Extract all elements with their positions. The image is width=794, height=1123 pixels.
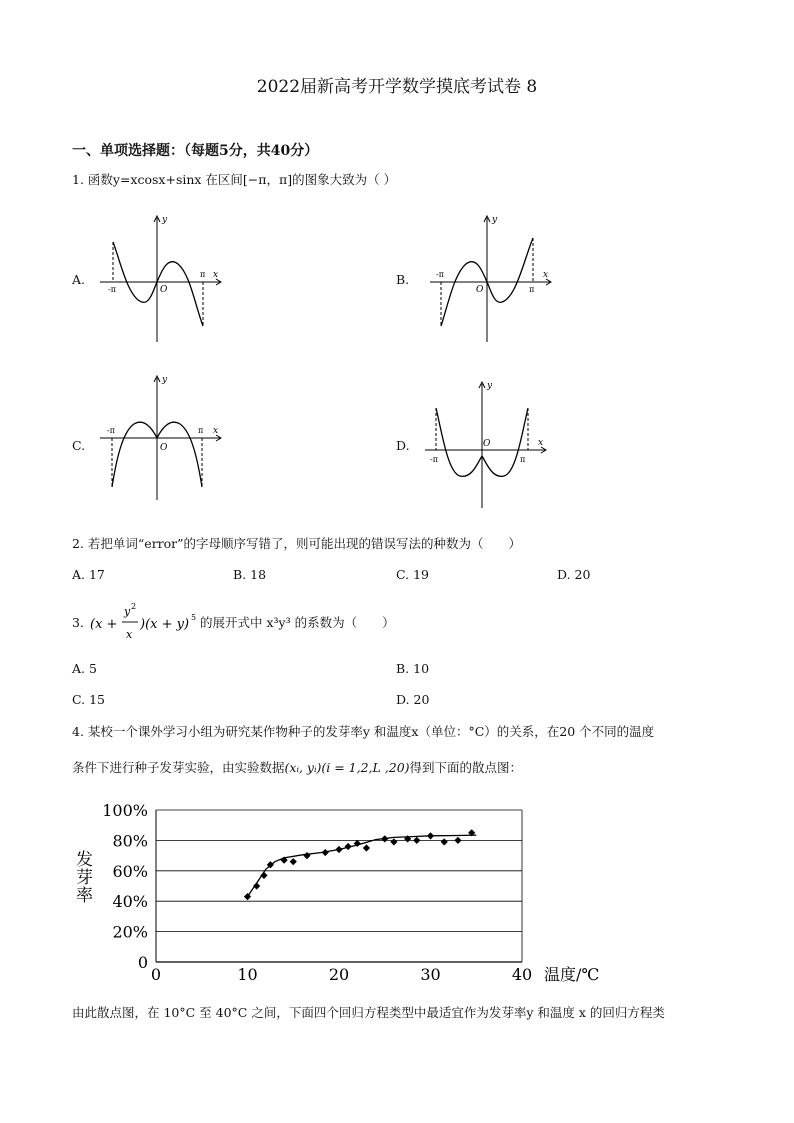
x-tick-label: 30 [420, 965, 441, 984]
question-3-text: 的展开式中 x³y³ 的系数为（ ） [200, 615, 395, 630]
origin-label: O [160, 443, 168, 453]
neg-pi-label: -π [436, 270, 444, 279]
data-point [413, 837, 420, 844]
question-4-line1: 4. 某校一个课外学习小组为研究某作物种子的发芽率y 和温度x（单位：°C）的关系，在20 个不同的温度 [72, 724, 655, 739]
q1-graph-d [420, 378, 560, 513]
data-point [345, 843, 352, 850]
svg-text:(x +: (x + [90, 617, 118, 632]
y-label: y [162, 375, 168, 385]
data-point [335, 846, 342, 853]
data-point [381, 835, 388, 842]
q1-graph-a [90, 210, 230, 345]
data-point [390, 838, 397, 845]
q4-line2-a: 条件下进行种子发芽实验，由实验数据 [72, 760, 285, 775]
data-point [427, 832, 434, 839]
y-tick-label: 60% [112, 861, 148, 881]
question-4-line2 [72, 759, 522, 777]
q1-option-c-label: C. [72, 438, 86, 453]
y-label: y [162, 215, 168, 225]
y-tick-label: 20% [112, 922, 148, 942]
chart-grid [156, 810, 522, 962]
x-label: x [213, 270, 219, 280]
x-tick-label: 10 [237, 965, 258, 984]
origin-label: O [483, 439, 491, 449]
page-title: 2022届新高考开学数学摸底考试卷 8 [256, 77, 538, 97]
q3-option-c: C. 15 [72, 692, 105, 707]
question-4-after-text: 由此散点图，在 10°C 至 40°C 之间，下面四个回归方程类型中最适宜作为发芽率y 和温度 x 的回归方程类 [72, 1005, 665, 1020]
svg-text:2: 2 [131, 602, 137, 611]
x-tick-label: 20 [328, 965, 350, 984]
y-tick-label: 100% [102, 801, 148, 820]
y-label: y [487, 381, 493, 391]
q1-option-a-label: A. [72, 272, 86, 287]
q2-option-b: B. 18 [233, 567, 267, 582]
q2-option-c: C. 19 [396, 567, 429, 582]
scatter-chart [70, 795, 650, 990]
y-tick-label: 0 [137, 953, 148, 972]
x-axis-label: 温度/℃ [544, 965, 600, 984]
svg-text:5: 5 [191, 613, 197, 622]
data-point [253, 882, 260, 889]
y-tick-label: 80% [112, 831, 148, 851]
x-label: x [538, 438, 544, 448]
data-point [441, 838, 448, 845]
question-3-number: 3. [72, 615, 84, 630]
pi-label: π [520, 455, 526, 464]
y-axis-label: 发芽率 [72, 850, 92, 904]
y-label: y [492, 215, 498, 225]
q3-option-b: B. 10 [396, 661, 430, 676]
q3-option-d: D. 20 [396, 692, 430, 707]
data-point [244, 893, 251, 900]
x-label: x [543, 270, 549, 280]
data-point [303, 852, 310, 859]
trend-curve [248, 835, 477, 897]
q4-line2-c: 得到下面的散点图： [409, 760, 523, 775]
question-2-text: 2. 若把单词“error”的字母顺序写错了，则可能出现的错误写法的种数为（ ） [72, 536, 522, 551]
curve [113, 242, 206, 326]
neg-pi-label: -π [107, 426, 115, 435]
pi-label: π [529, 285, 535, 294]
origin-label: O [160, 285, 168, 295]
question-1-text: 1. 函数y=xcosx+sinx 在区间[−π，π]的图象大致为（ ） [72, 172, 397, 187]
data-point [260, 872, 267, 879]
q2-option-a: A. 17 [72, 567, 105, 582]
data-point [290, 858, 297, 865]
data-points [244, 829, 475, 900]
svg-text:x: x [126, 628, 133, 641]
q1-option-b-label: B. [396, 272, 410, 287]
x-tick-label: 0 [150, 965, 162, 984]
q1-graph-c [90, 372, 230, 507]
x-label: x [213, 426, 219, 436]
x-tick-labels [151, 965, 532, 984]
pi-label: π [198, 426, 204, 435]
q3-formula [88, 600, 208, 644]
y-tick-labels [102, 801, 148, 972]
q1-option-d-label: D. [396, 438, 410, 453]
data-point [363, 844, 370, 851]
svg-text:y: y [124, 605, 131, 618]
section-heading: 一、单项选择题：（每题5分，共40分） [72, 143, 319, 159]
pi-label: π [200, 270, 206, 279]
q3-option-a: A. 5 [72, 661, 97, 676]
q4-data-notation: (xᵢ, yᵢ)(i = 1,2,L ,20) [284, 760, 410, 775]
data-point [454, 837, 461, 844]
q1-graph-b [420, 210, 560, 345]
q2-option-d: D. 20 [557, 567, 591, 582]
neg-pi-label: -π [430, 455, 438, 464]
svg-text:)(x + y): )(x + y) [140, 617, 190, 632]
data-point [322, 849, 329, 856]
y-tick-label: 40% [112, 892, 148, 912]
origin-label: O [476, 285, 484, 295]
neg-pi-label: -π [108, 285, 116, 294]
x-tick-label: 40 [511, 965, 533, 984]
